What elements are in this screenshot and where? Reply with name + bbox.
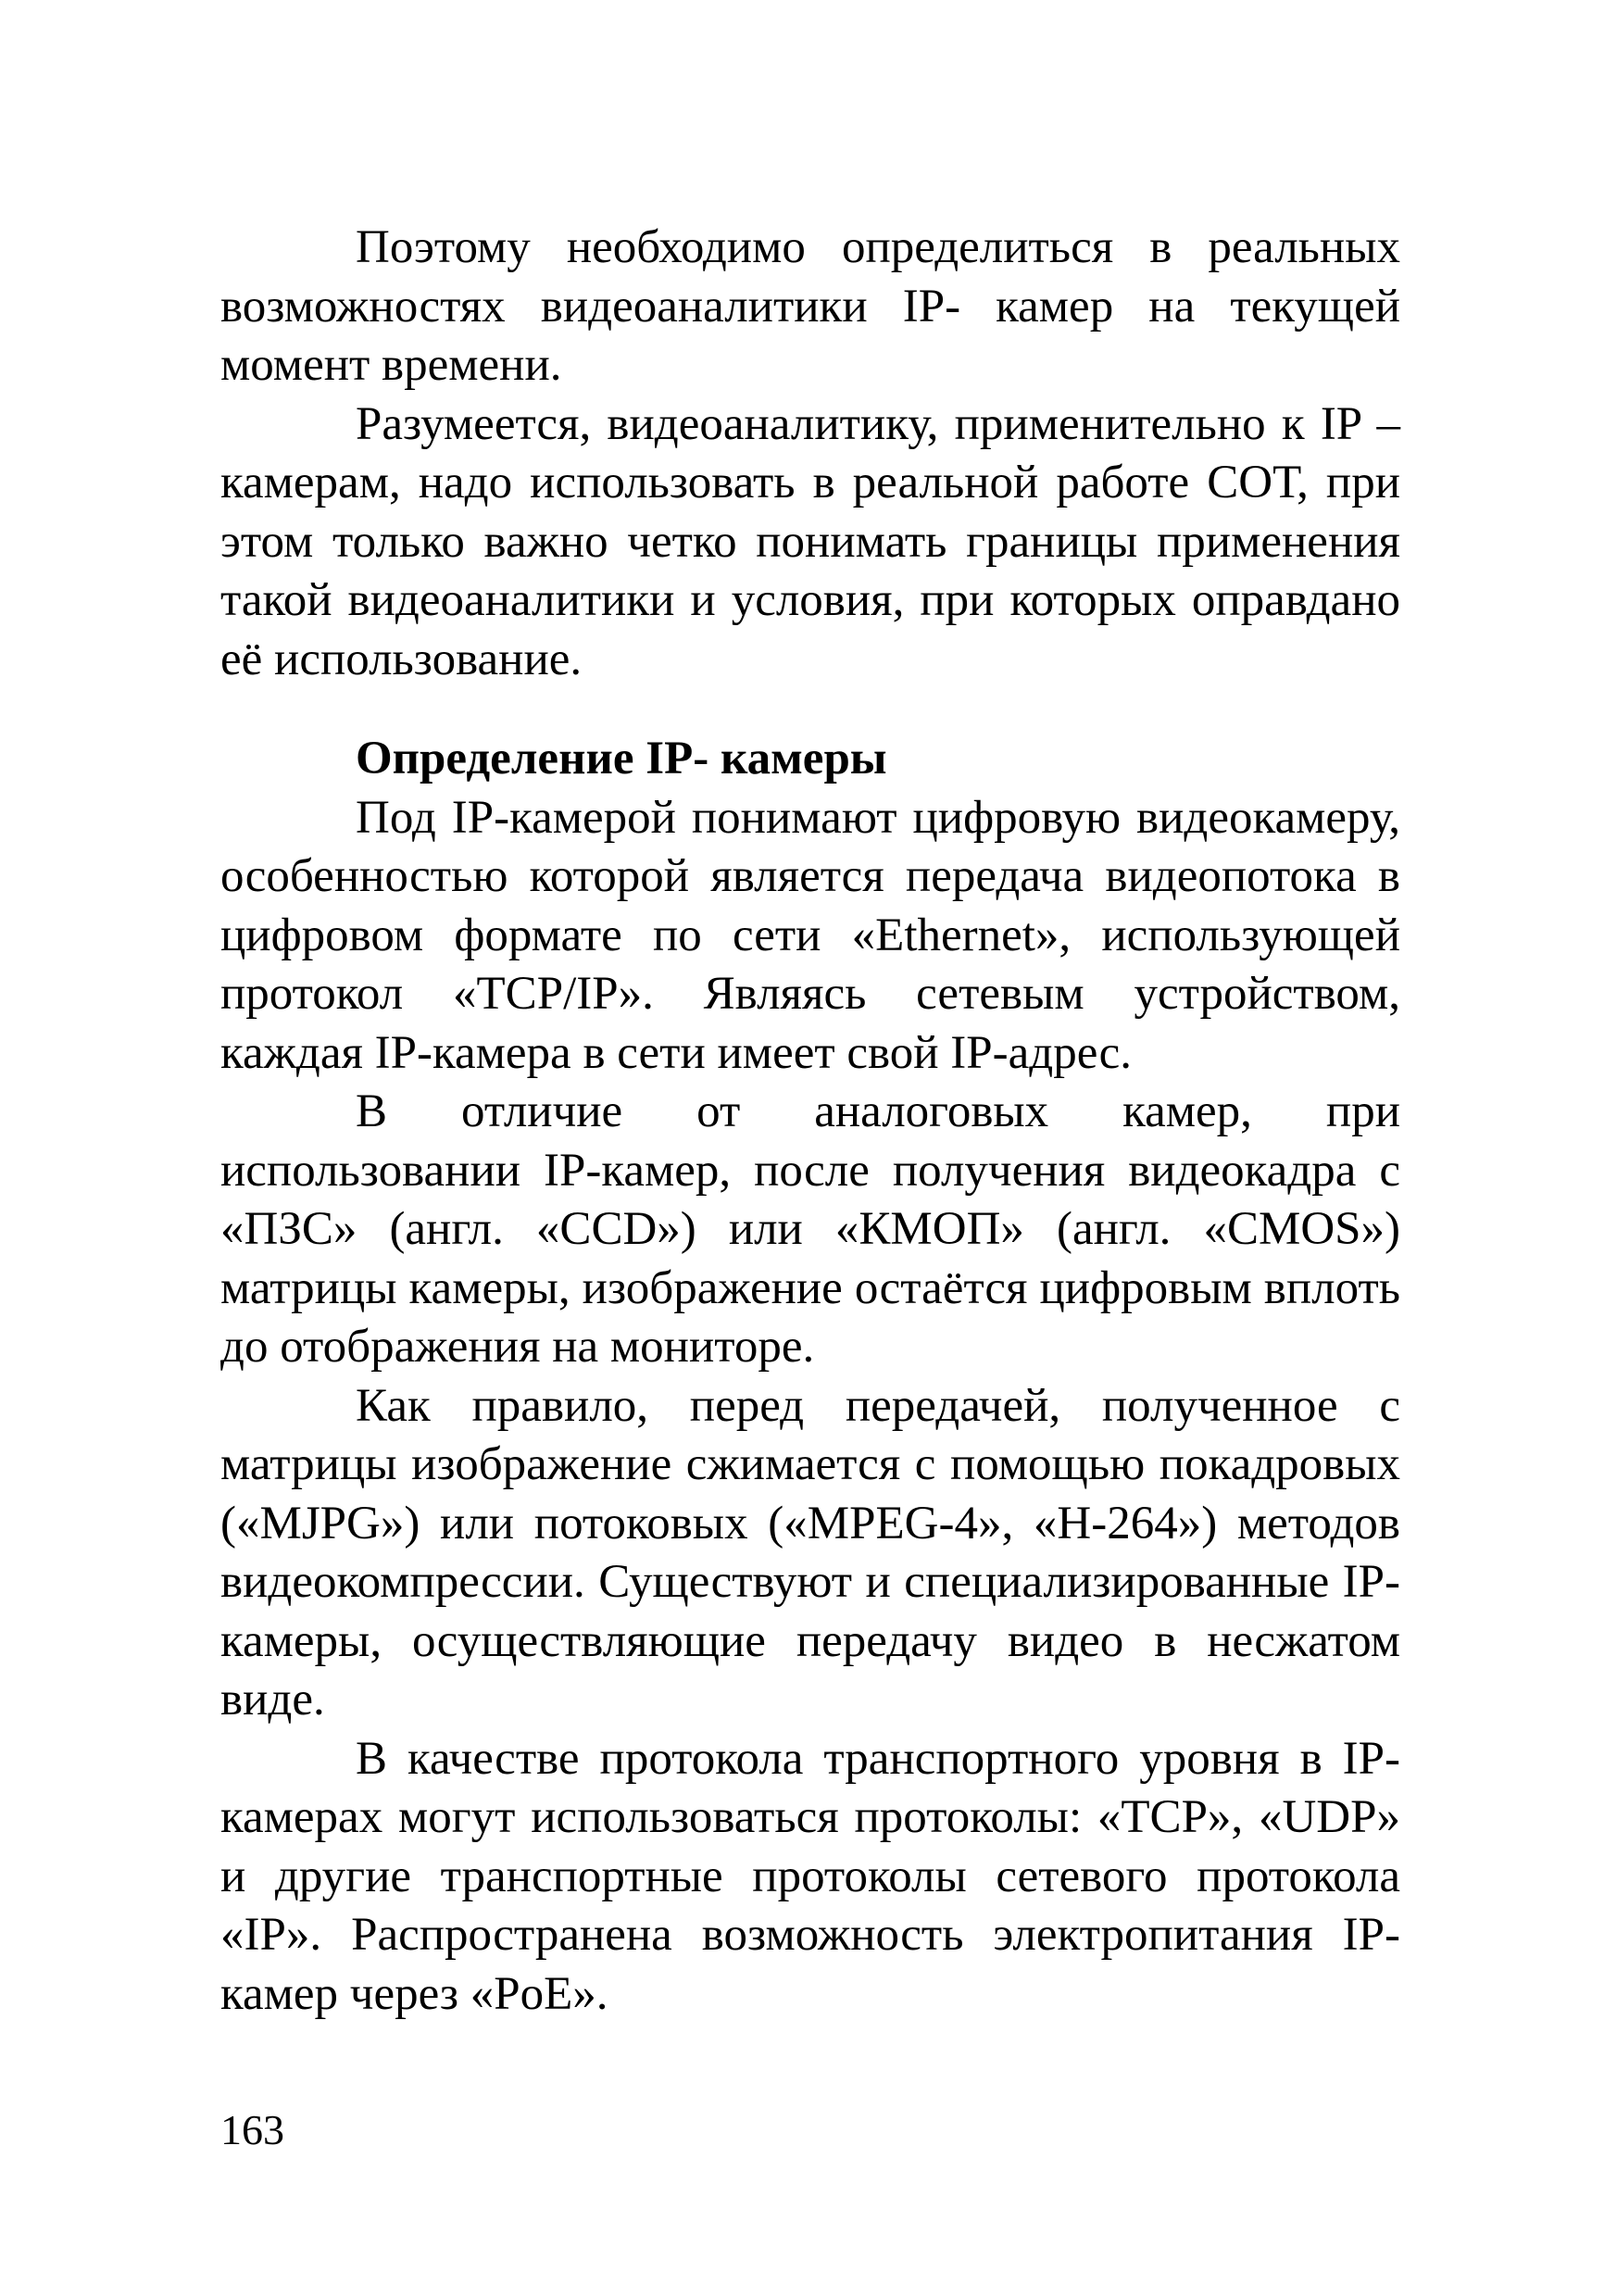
paragraph-analog-comparison: В отличие от аналоговых камер, при использовании IP-камер, после получения видеокадра с «ПЗС» (англ. «CCD») или «КМОП» (англ. «CMOS») матрицы камеры, изображение остаётся цифровым вплоть до отображения на мониторе. xyxy=(220,1085,1400,1373)
paragraph-ip-camera-definition: Под IP-камерой понимают цифровую видеокамеру, особенностью которой является передача видеопотока в цифровом формате по сети «Ethernet», использующей протокол «TCP/IP». Являясь сетевым устройством, каждая IP-камера в сети имеет свой IP-адрес. xyxy=(220,791,1400,1079)
section-heading: Определение IP- камеры xyxy=(356,733,887,784)
paragraph-transport-protocols: В качестве протокола транспортного уровня в IP-камерах могут использоваться протоколы: «TCP», «UDP» и другие транспортные протоколы сетевого протокола «IP». Распространена возможность электропитания IP-камер через «PoE». xyxy=(220,1732,1400,2020)
paragraph-compression: Как правило, перед передачей, полученное с матрицы изображение сжимается с помощью покадровых («MJPG») или потоковых («MPEG-4», «H-264») методов видеокомпрессии. Существуют и специализированные IP-камеры, осуществляющие передачу видео в несжатом виде. xyxy=(220,1379,1400,1725)
page-number: 163 xyxy=(220,2106,284,2153)
paragraph-video-analytics-capabilities: Поэтому необходимо определиться в реальных возможностях видеоаналитики IP- камер на текущей момент времени. xyxy=(220,221,1400,391)
paragraph-video-analytics-usage: Разумеется, видеоаналитику, применительно к IP – камерам, надо использовать в реальной работе СОТ, при этом только важно четко понимать границы применения такой видеоаналитики и условия, при которых оправдано её использование. xyxy=(220,397,1400,685)
page-body xyxy=(220,219,1400,2024)
